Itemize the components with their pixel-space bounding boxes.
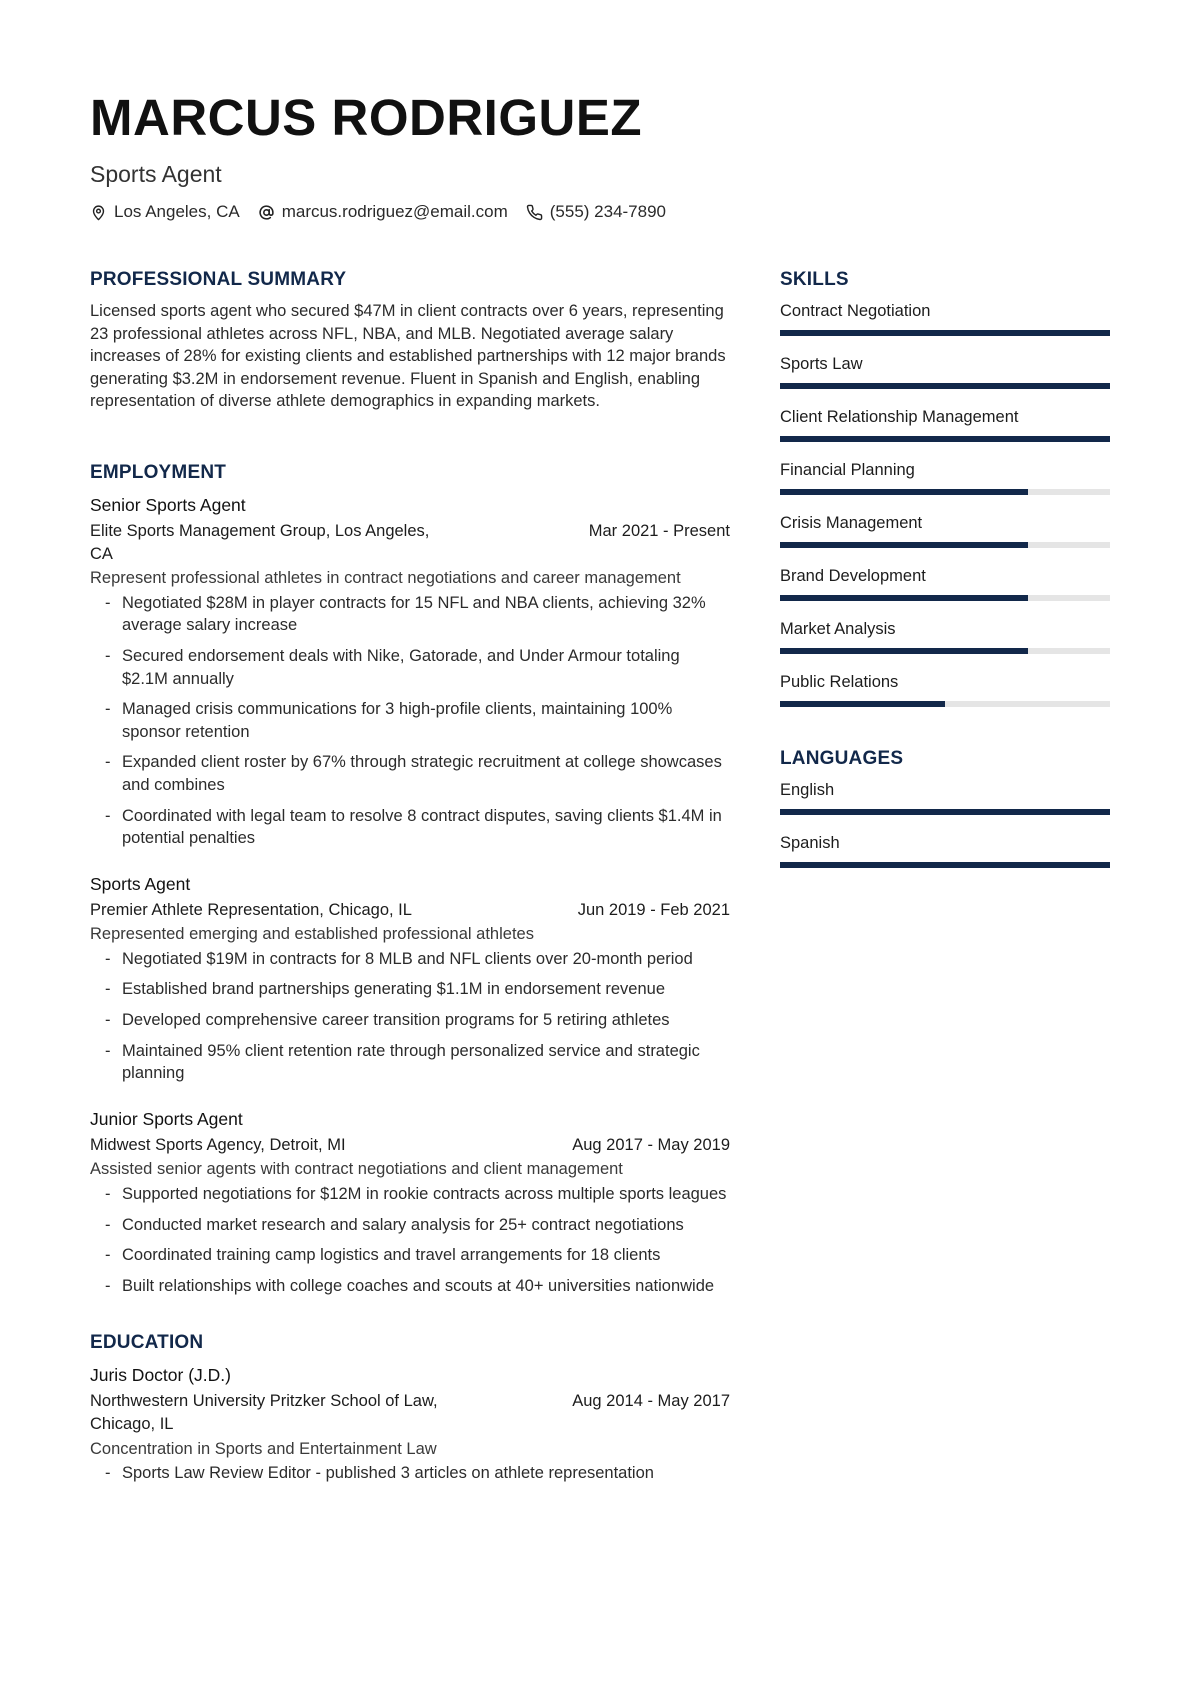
language-level-fill	[780, 862, 1110, 868]
language-label: English	[780, 781, 835, 799]
job-bullets	[90, 948, 730, 1085]
language-label: Spanish	[780, 834, 840, 852]
contact-phone	[526, 202, 666, 222]
employment-section	[90, 461, 730, 1297]
skill-label: Crisis Management	[780, 514, 923, 532]
summary-text: Licensed sports agent who secured $47M in client contracts over 6 years, representing 23 professional athletes across NFL, NBA, and MLB. Negotiated average salary increases of 28% for existing clients and established partnerships with 12 major brands generating $3.2M in endorsement revenue. Fluent in Spanish and English, enabling representation of diverse athlete demographics in expanding markets.	[90, 302, 726, 411]
list-item: - Coordinated with legal team to resolve 8 contract disputes, saving clients $1.4M in potential penalties	[105, 806, 722, 848]
skill-level-fill	[780, 436, 1110, 442]
education-dates: Aug 2014 - May 2017	[572, 1392, 730, 1411]
skill-level-bar	[780, 595, 1110, 601]
language-level-bar	[780, 862, 1110, 868]
job-meta	[90, 520, 730, 565]
skill-item	[780, 565, 1110, 601]
skill-level-bar	[780, 330, 1110, 336]
skill-item	[780, 459, 1110, 495]
skill-item	[780, 353, 1110, 389]
skills-list	[780, 300, 1110, 707]
job-dates: Aug 2017 - May 2019	[572, 1135, 730, 1154]
skill-level-fill	[780, 330, 1110, 336]
list-item: - Coordinated training camp logistics and travel arrangements for 18 clients	[105, 1246, 661, 1265]
list-item: - Developed comprehensive career transition programs for 5 retiring athletes	[105, 1011, 670, 1030]
job-company: Premier Athlete Representation, Chicago, IL	[90, 900, 412, 919]
skill-level-bar	[780, 648, 1110, 654]
job-dates: Mar 2021 - Present	[588, 521, 730, 540]
job-description: Assisted senior agents with contract negotiations and client management	[90, 1160, 623, 1179]
map-pin-icon	[90, 204, 107, 221]
summary-section	[90, 268, 730, 413]
list-item: - Managed crisis communications for 3 high-profile clients, maintaining 100% sponsor retention	[105, 700, 673, 741]
list-item: - Secured endorsement deals with Nike, Gatorade, and Under Armour totaling $2.1M annually	[105, 646, 680, 688]
list-item: - Sports Law Review Editor - published 3 articles on athlete representation	[105, 1464, 654, 1483]
skill-level-fill	[780, 542, 1028, 548]
skill-level-bar	[780, 542, 1110, 548]
language-item	[780, 779, 1110, 815]
job-title: Junior Sports Agent	[90, 1108, 243, 1129]
job-title: Senior Sports Agent	[90, 494, 246, 515]
skill-label: Sports Law	[780, 355, 863, 373]
job-description: Represent professional athletes in contract negotiations and career management	[90, 569, 681, 588]
skill-level-fill	[780, 595, 1028, 601]
skill-level-bar	[780, 436, 1110, 442]
education-bullets	[90, 1462, 730, 1485]
job-entry	[90, 493, 730, 850]
skill-item	[780, 671, 1110, 707]
skill-label: Market Analysis	[780, 620, 896, 638]
skill-level-fill	[780, 489, 1028, 495]
contact-location	[90, 202, 240, 222]
job-entry	[90, 872, 730, 1085]
school-name: Northwestern University Pritzker School of Law, Chicago, IL	[90, 1392, 438, 1433]
job-entry	[90, 1107, 730, 1298]
skill-label: Financial Planning	[780, 461, 915, 479]
skill-item	[780, 406, 1110, 442]
list-item: - Built relationships with college coaches and scouts at 40+ universities nationwide	[105, 1276, 715, 1295]
education-heading: EDUCATION	[90, 1332, 204, 1354]
skills-heading: SKILLS	[780, 269, 849, 290]
skill-level-bar	[780, 489, 1110, 495]
email-text[interactable]: marcus.rodriguez@email.com	[281, 202, 508, 221]
list-item: - Negotiated $28M in player contracts for 15 NFL and NBA clients, achieving 32% average salary increase	[105, 593, 706, 635]
job-bullets	[90, 592, 730, 850]
contact-bar	[90, 202, 1110, 222]
education-entry	[90, 1363, 730, 1484]
skill-level-fill	[780, 383, 1110, 389]
degree-title: Juris Doctor (J.D.)	[90, 1365, 231, 1386]
location-text: Los Angeles, CA	[114, 202, 240, 221]
skill-label: Client Relationship Management	[780, 408, 1019, 426]
job-description: Represented emerging and established professional athletes	[90, 925, 534, 944]
list-item: - Expanded client roster by 67% through strategic recruitment at college showcases and combines	[105, 753, 722, 794]
employment-heading: EMPLOYMENT	[90, 461, 227, 483]
phone-text[interactable]: (555) 234-7890	[549, 202, 667, 221]
list-item: - Maintained 95% client retention rate through personalized service and strategic planning	[105, 1041, 700, 1083]
language-level-fill	[780, 809, 1110, 815]
skill-item	[780, 512, 1110, 548]
job-bullets	[90, 1183, 730, 1297]
candidate-name: MARCUS RODRIGUEZ	[90, 89, 642, 146]
language-item	[780, 832, 1110, 868]
skills-section	[780, 268, 1110, 707]
languages-heading: LANGUAGES	[780, 748, 904, 769]
skill-label: Brand Development	[780, 567, 926, 585]
list-item: - Negotiated $19M in contracts for 8 MLB and NFL clients over 20-month period	[105, 949, 693, 968]
candidate-title: Sports Agent	[90, 161, 222, 187]
contact-email	[258, 202, 508, 222]
at-sign-icon	[258, 204, 275, 221]
sidebar-column	[780, 268, 1110, 1525]
education-section	[90, 1331, 730, 1484]
skill-level-fill	[780, 648, 1028, 654]
education-meta	[90, 1390, 730, 1435]
education-description: Concentration in Sports and Entertainment Law	[90, 1439, 437, 1458]
languages-list	[780, 779, 1110, 868]
language-level-bar	[780, 809, 1110, 815]
resume-columns	[90, 268, 1110, 1525]
job-company: Elite Sports Management Group, Los Angeles, CA	[90, 521, 430, 563]
skill-level-bar	[780, 701, 1110, 707]
job-meta	[90, 899, 730, 922]
main-column	[90, 268, 730, 1525]
skill-item	[780, 618, 1110, 654]
skill-level-fill	[780, 701, 945, 707]
job-company: Midwest Sports Agency, Detroit, MI	[90, 1135, 346, 1154]
list-item: - Established brand partnerships generating $1.1M in endorsement revenue	[105, 980, 666, 999]
skill-level-bar	[780, 383, 1110, 389]
list-item: - Supported negotiations for $12M in rookie contracts across multiple sports leagues	[105, 1185, 727, 1204]
job-title: Sports Agent	[90, 873, 191, 894]
job-meta	[90, 1134, 730, 1157]
list-item: - Conducted market research and salary analysis for 25+ contract negotiations	[105, 1215, 684, 1234]
job-dates: Jun 2019 - Feb 2021	[577, 900, 730, 919]
phone-icon	[526, 204, 543, 221]
summary-heading: PROFESSIONAL SUMMARY	[90, 269, 347, 290]
skill-label: Contract Negotiation	[780, 302, 931, 320]
skill-item	[780, 300, 1110, 336]
languages-section	[780, 747, 1110, 868]
skill-label: Public Relations	[780, 673, 899, 691]
